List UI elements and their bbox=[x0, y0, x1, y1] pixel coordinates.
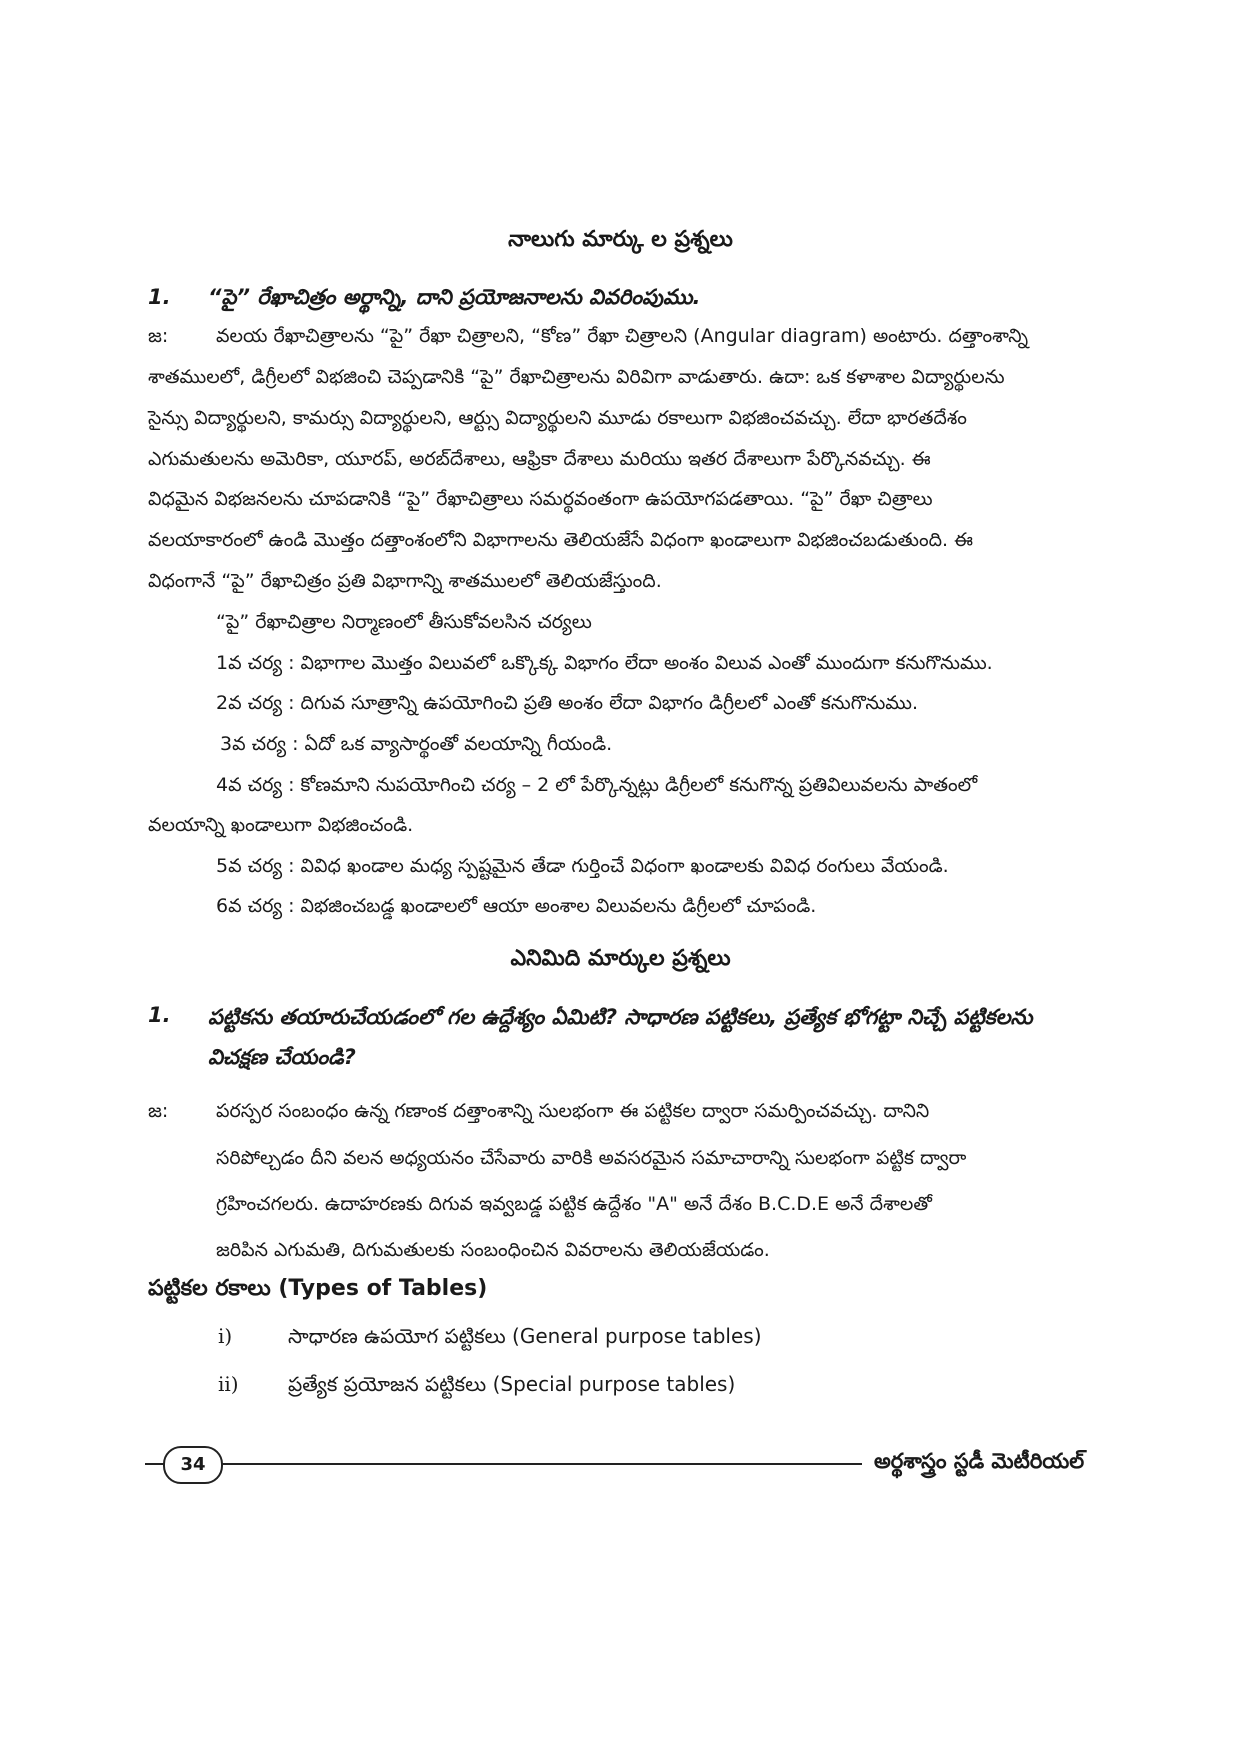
steps-heading: “పై” రేఖాచిత్రాల నిర్మాణంలో తీసుకోవలసిన చర్యలు bbox=[216, 611, 592, 633]
step-item: 3వ చర్య : ఏదో ఒక వ్యాసార్థంతో వలయాన్ని గీయండి. bbox=[220, 733, 613, 755]
answer-line: వలయ రేఖాచిత్రాలను “పై” రేఖా చిత్రాలని, “కోణ” రేఖా చిత్రాలని (Angular diagram) అంటారు. దత్తాంశాన్ని bbox=[216, 325, 1029, 347]
list-item: ప్రత్యేక ప్రయోజన పట్టికలు (Special purpose tables) bbox=[288, 1372, 736, 1396]
answer-label: జ: bbox=[148, 1100, 169, 1122]
question-number: 1. bbox=[148, 1003, 171, 1027]
answer-line: పరస్పర సంబంధం ఉన్న గణాంక దత్తాంశాన్ని సులభంగా ఈ పట్టికల ద్వారా సమర్పించవచ్చు. దానిని bbox=[216, 1100, 930, 1122]
answer-line: విధమైన విభజనలను చూపడానికి “పై” రేఖాచిత్రాలు సమర్థవంతంగా ఉపయోగపడతాయి. “పై” రేఖా చిత్రాలు bbox=[148, 488, 933, 510]
question-number: 1. bbox=[148, 285, 171, 309]
answer-line: జరిపిన ఎగుమతి, దిగుమతులకు సంబంధించిన వివరాలను తెలియజేయడం. bbox=[216, 1239, 770, 1261]
list-item-number: i) bbox=[218, 1324, 233, 1348]
question-title-continued: విచక్షణ చేయండి? bbox=[208, 1045, 356, 1069]
answer-line: గ్రహించగలరు. ఉదాహరణకు దిగువ ఇవ్వబడ్డ పట్టిక ఉద్దేశం "A" అనే దేశం B.C.D.E అనే దేశాలతో bbox=[216, 1193, 932, 1215]
answer-line: వలయాకారంలో ఉండి మొత్తం దత్తాంశంలోని విభాగాలను తెలియజేసే విధంగా ఖండాలుగా విభజించబడుతుంది. ఈ bbox=[148, 529, 973, 551]
step-item: 1వ చర్య : విభాగాల మొత్తం విలువలో ఒక్కొక్క విభాగం లేదా అంశం విలువ ఎంతో ముందుగా కనుగొనుము. bbox=[216, 652, 993, 674]
footer-title: అర్థశాస్త్రం స్టడీ మెటీరియల్ bbox=[874, 1449, 1085, 1473]
list-item-number: ii) bbox=[218, 1372, 239, 1396]
answer-line: శాతములలో, డిగ్రీలలో విభజించి చెప్పడానికి “పై” రేఖాచిత్రాలను విరివిగా వాడుతారు. ఉదా: ఒక కళాశాల విద్యార్థులను bbox=[148, 366, 1005, 388]
answer-line: సైన్సు విద్యార్థులని, కామర్సు విద్యార్థులని, ఆర్ట్సు విద్యార్థులని మూడు రకాలుగా విభజించవచ్చు. లేదా భారతదేశం bbox=[148, 407, 967, 429]
answer-label: జ: bbox=[148, 325, 169, 347]
types-heading: పట్టికల రకాలు (Types of Tables) bbox=[148, 1276, 488, 1301]
page-number: 34 bbox=[163, 1446, 223, 1484]
question-title: “పై” రేఖాచిత్రం అర్థాన్ని, దాని ప్రయోజనాలను వివరింపుము. bbox=[208, 285, 701, 309]
eight-marks-heading: ఎనిమిది మార్కుల ప్రశ్నలు bbox=[510, 946, 731, 971]
four-marks-heading: నాలుగు మార్కు ల ప్రశ్నలు bbox=[508, 227, 733, 252]
answer-line: ఎగుమతులను అమెరికా, యూరప్, అరబ్‌దేశాలు, ఆఫ్రికా దేశాలు మరియు ఇతర దేశాలుగా పేర్కొనవచ్చు. ఈ bbox=[148, 448, 931, 470]
question-title: పట్టికను తయారుచేయడంలో గల ఉద్దేశ్యం ఏమిటి? సాధారణ పట్టికలు, ప్రత్యేక భోగట్టా నిచ్చే పట్టికలను bbox=[208, 1005, 1033, 1029]
step-item: 2వ చర్య : దిగువ సూత్రాన్ని ఉపయోగించి ప్రతి అంశం లేదా విభాగం డిగ్రీలలో ఎంతో కనుగొనుము. bbox=[216, 692, 919, 714]
step-item: 5వ చర్య : వివిధ ఖండాల మధ్య స్పష్టమైన తేడా గుర్తించే విధంగా ఖండాలకు వివిధ రంగులు వేయండి. bbox=[216, 855, 949, 877]
step-item: 4వ చర్య : కోణమాని నుపయోగించి చర్య – 2 లో పేర్కొన్నట్లు డిగ్రీలలో కనుగొన్న ప్రతివిలువలను పాతంలో bbox=[216, 774, 978, 796]
answer-line: విధంగానే “పై” రేఖాచిత్రం ప్రతి విభాగాన్ని శాతములలో తెలియజేస్తుంది. bbox=[148, 570, 662, 592]
step-item: 6వ చర్య : విభజించబడ్డ ఖండాలలో ఆయా అంశాల విలువలను డిగ్రీలలో చూపండి. bbox=[216, 895, 817, 917]
footer-rule bbox=[150, 1463, 862, 1465]
answer-line: సరిపోల్చడం దీని వలన అధ్యయనం చేసేవారు వారికి అవసరమైన సమాచారాన్ని సులభంగా పట్టిక ద్వారా bbox=[216, 1147, 967, 1169]
list-item: సాధారణ ఉపయోగ పట్టికలు (General purpose tables) bbox=[288, 1324, 762, 1348]
step-item-continued: వలయాన్ని ఖండాలుగా విభజించండి. bbox=[148, 814, 414, 836]
